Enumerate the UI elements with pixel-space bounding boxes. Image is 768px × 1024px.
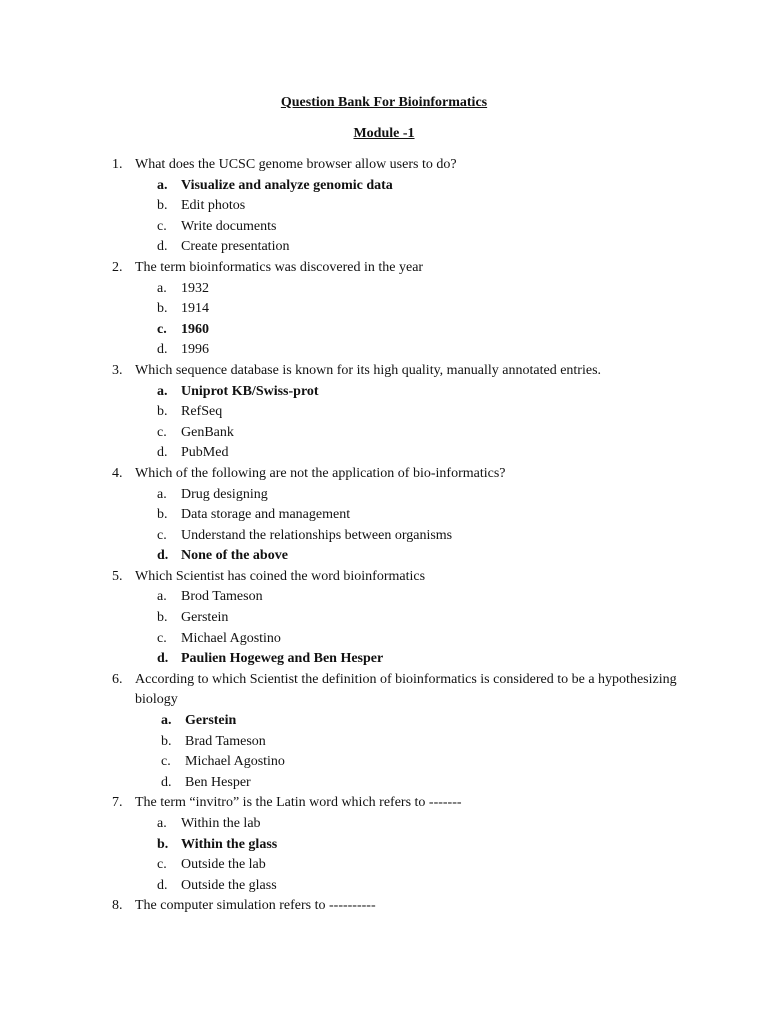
option-text: Visualize and analyze genomic data [181, 177, 393, 193]
option-text: Uniprot KB/Swiss-prot [181, 383, 319, 399]
option-letter: b. [157, 610, 168, 626]
answer-option [0, 423, 768, 444]
option-text: 1932 [181, 280, 209, 296]
option-text: Edit photos [181, 198, 246, 214]
question-line [0, 155, 768, 176]
question-item [0, 464, 768, 567]
answer-option [0, 608, 768, 629]
answer-option [0, 402, 768, 423]
option-letter: b. [157, 836, 169, 852]
option-text: Drug designing [181, 486, 268, 502]
option-text: Understand the relationships between organisms [181, 527, 453, 543]
question-item [0, 670, 768, 794]
option-text: Brod Tameson [181, 589, 263, 605]
option-letter: d. [157, 548, 169, 564]
answer-option [0, 237, 768, 258]
question-list [0, 155, 768, 917]
answer-option [0, 814, 768, 835]
question-text: Which sequence database is known for its high quality, manually annotated entries. [135, 362, 602, 378]
question-number: 5. [112, 568, 123, 584]
question-number: 8. [112, 898, 123, 914]
question-number: 2. [112, 259, 123, 275]
answer-option [0, 526, 768, 547]
option-letter: c. [161, 754, 171, 770]
answer-option [0, 855, 768, 876]
option-letter: a. [161, 713, 172, 729]
question-text: What does the UCSC genome browser allow users to do? [135, 157, 457, 172]
option-letter: c. [157, 527, 167, 543]
option-letter: a. [157, 589, 167, 605]
answer-option [0, 299, 768, 320]
option-text: Brad Tameson [185, 733, 266, 749]
answer-option-correct [0, 382, 768, 403]
option-text: Create presentation [181, 239, 290, 255]
option-letter: c. [157, 857, 167, 873]
question-number: 6. [112, 671, 123, 687]
option-text: 1996 [181, 342, 209, 358]
question-text: Which of the following are not the application of bio-informatics? [135, 465, 506, 481]
question-item [0, 258, 768, 361]
option-text: Paulien Hogeweg and Ben Hesper [181, 651, 384, 667]
question-text: According to which Scientist the definition of bioinformatics is considered to be a hypothesizing biology [135, 671, 677, 708]
option-text: Outside the lab [181, 857, 266, 873]
answer-option-correct [0, 320, 768, 341]
option-letter: b. [157, 507, 168, 523]
option-letter: c. [157, 630, 167, 646]
question-number: 4. [112, 465, 123, 481]
answer-option [0, 340, 768, 361]
option-text: Write documents [181, 218, 277, 234]
question-item [0, 361, 768, 464]
option-text: Data storage and management [181, 507, 351, 523]
option-letter: d. [157, 651, 169, 667]
option-letter: a. [157, 280, 167, 296]
question-number: 3. [112, 362, 123, 378]
question-line [0, 258, 768, 279]
option-text: PubMed [181, 445, 229, 461]
module-heading: Module -1 [353, 126, 415, 141]
question-line [0, 361, 768, 382]
option-letter: d. [157, 877, 168, 893]
option-text: Ben Hesper [185, 774, 251, 790]
option-text: GenBank [181, 424, 234, 440]
answer-option [0, 443, 768, 464]
answer-option [0, 505, 768, 526]
option-text: Michael Agostino [185, 754, 285, 770]
question-text: The term “invitro” is the Latin word which refers to ------- [135, 795, 462, 811]
question-item [0, 896, 768, 917]
option-text: 1914 [181, 301, 209, 317]
option-letter: d. [157, 445, 168, 461]
option-letter: a. [157, 383, 168, 399]
answer-option [0, 752, 768, 773]
question-number: 1. [112, 157, 123, 172]
option-text: Gerstein [181, 610, 229, 626]
option-text: Gerstein [185, 713, 237, 729]
option-letter: d. [157, 342, 168, 358]
answer-option [0, 732, 768, 753]
answer-option [0, 629, 768, 650]
question-line [0, 896, 768, 917]
question-item [0, 793, 768, 896]
option-letter: a. [157, 816, 167, 831]
answer-option-correct [0, 176, 768, 197]
option-letter: a. [157, 177, 168, 193]
answer-option [0, 485, 768, 506]
option-letter: b. [157, 301, 168, 317]
question-line [0, 464, 768, 485]
question-item [0, 155, 768, 258]
question-line [0, 567, 768, 588]
option-letter: b. [157, 198, 168, 214]
option-text: 1960 [181, 321, 209, 337]
question-item [0, 567, 768, 670]
answer-option [0, 217, 768, 238]
option-letter: b. [157, 404, 168, 420]
option-text: RefSeq [181, 404, 223, 420]
question-text: The term bioinformatics was discovered in the year [135, 259, 424, 275]
question-line [0, 793, 768, 814]
option-letter: a. [157, 486, 167, 502]
answer-option [0, 196, 768, 217]
question-text: The computer simulation refers to ---------- [135, 898, 376, 914]
question-line [0, 670, 768, 711]
option-text: Outside the glass [181, 877, 277, 893]
document-title: Question Bank For Bioinformatics [280, 95, 488, 110]
answer-option [0, 876, 768, 897]
option-letter: d. [161, 774, 172, 790]
answer-option [0, 773, 768, 794]
answer-option-correct [0, 711, 768, 732]
option-letter: c. [157, 424, 167, 440]
option-letter: d. [157, 239, 168, 255]
answer-option-correct [0, 649, 768, 670]
answer-option [0, 587, 768, 608]
option-text: Michael Agostino [181, 630, 281, 646]
answer-option-correct [0, 546, 768, 567]
option-text: Within the glass [181, 836, 278, 852]
answer-option [0, 279, 768, 300]
question-number: 7. [112, 795, 123, 811]
question-text: Which Scientist has coined the word bioinformatics [135, 568, 426, 584]
option-letter: c. [157, 321, 167, 337]
option-letter: c. [157, 218, 167, 234]
option-text: Within the lab [181, 816, 261, 831]
option-text: None of the above [181, 548, 288, 564]
option-letter: b. [161, 733, 172, 749]
answer-option-correct [0, 835, 768, 856]
